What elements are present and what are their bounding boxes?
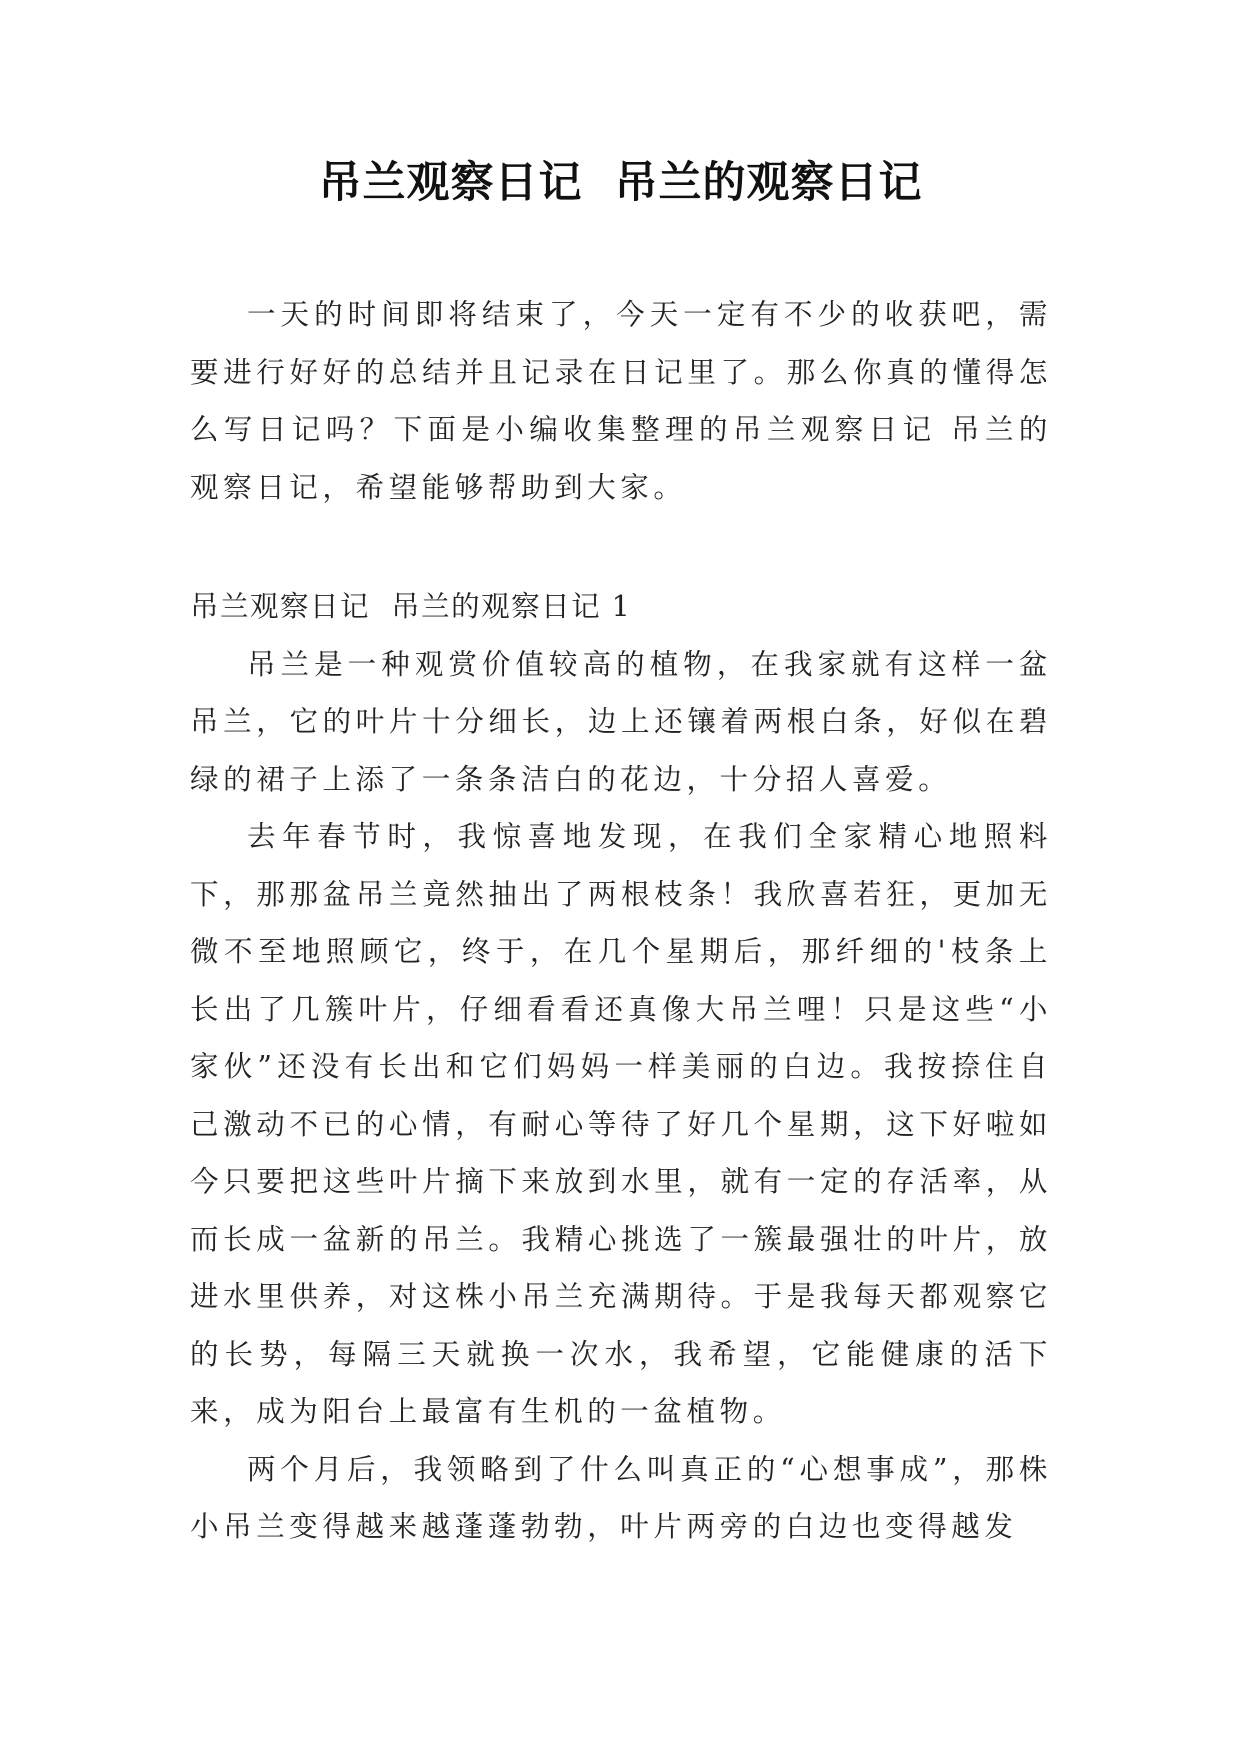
body-paragraph-1: 吊兰是一种观赏价值较高的植物，在我家就有这样一盆吊兰，它的叶片十分细长，边上还镶着两根白条，好似在碧绿的裙子上添了一条条洁白的花边，十分招人喜爱。 [190, 647, 1052, 796]
body-paragraph-3: 两个月后，我领略到了什么叫真正的“心想事成”，那株小吊兰变得越来越蓬蓬勃勃，叶片两旁的白边也变得越发 [190, 1452, 1052, 1543]
document-title: 吊兰观察日记 吊兰的观察日记 [318, 158, 923, 208]
intro-paragraph: 一天的时间即将结束了，今天一定有不少的收获吧，需要进行好好的总结并且记录在日记里了。那么你真的懂得怎么写日记吗？下面是小编收集整理的吊兰观察日记 吊兰的观察日记，希望能够帮助到大家。 [190, 298, 1052, 504]
intro-block [190, 286, 1052, 516]
section-heading: 吊兰观察日记 吊兰的观察日记 1 [190, 590, 632, 623]
diary-section-1 [190, 578, 1052, 1556]
body-paragraph-2: 去年春节时，我惊喜地发现，在我们全家精心地照料下，那那盆吊兰竟然抽出了两根枝条！我欣喜若狂，更加无微不至地照顾它，终于，在几个星期后，那纤细的'枝条上长出了几簇叶片，仔细看看还真像大吊兰哩！只是这些“小家伙”还没有长出和它们妈妈一样美丽的白边。我按捺住自己激动不已的心情，有耐心等待了好几个星期，这下好啦如今只要把这些叶片摘下来放到水里，就有一定的存活率，从而长成一盆新的吊兰。我精心挑选了一簇最强壮的叶片，放进水里供养，对这株小吊兰充满期待。于是我每天都观察它的长势，每隔三天就换一次水，我希望，它能健康的活下来，成为阳台上最富有生机的一盆植物。 [190, 820, 1052, 1428]
